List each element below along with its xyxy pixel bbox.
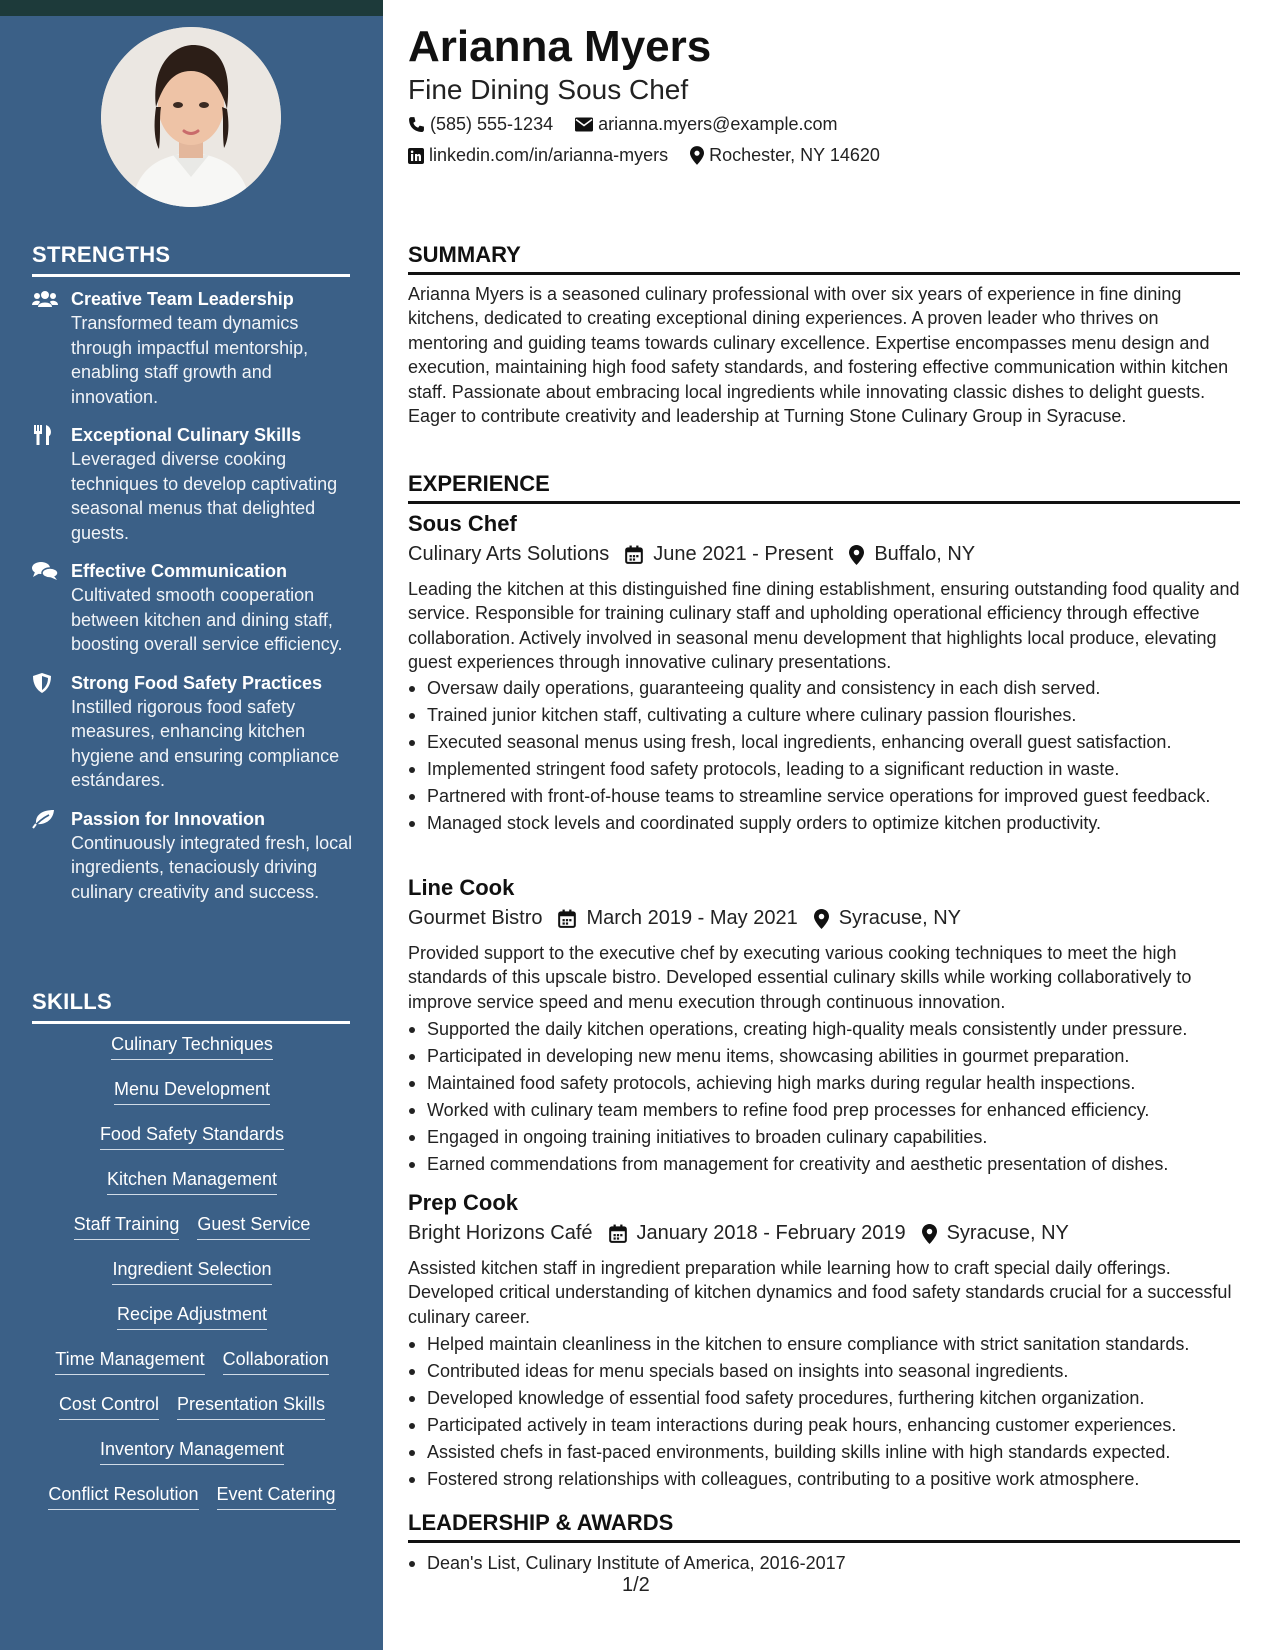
skills-list — [32, 1032, 352, 1527]
skill-tag: Guest Service — [197, 1212, 310, 1240]
list-item: Participated in developing new menu items, showcasing abilities in gourmet preparation. — [408, 1044, 1240, 1069]
skill-tag: Ingredient Selection — [112, 1257, 271, 1285]
location-text: Rochester, NY 14620 — [709, 145, 880, 165]
job-dates — [625, 543, 833, 566]
linkedin-text: linkedin.com/in/arianna-myers — [429, 145, 669, 165]
list-item: Contributed ideas for menu specials based on insights into seasonal ingredients. — [408, 1359, 1240, 1384]
job-dates-text: January 2018 - February 2019 — [636, 1222, 906, 1244]
job-description: Assisted kitchen staff in ingredient preparation while learning how to craft special daily offerings. Developed critical understanding of kitchen dynamics and food safety standards crucial for a successful culinary career. — [408, 1258, 1232, 1327]
job-company: Culinary Arts Solutions — [408, 543, 610, 565]
strength-title: Effective Communication — [71, 561, 288, 581]
job-company: Gourmet Bistro — [408, 907, 543, 929]
linkedin-icon — [408, 148, 424, 164]
team-icon — [32, 289, 58, 309]
contact-row — [408, 114, 859, 135]
comments-icon — [32, 561, 58, 581]
job-description: Provided support to the executive chef by executing various cooking techniques to meet the high standards of this upscale bistro. Developed essential culinary skills while working collaboratively to improve service speed and menu execution through continuous innovation. — [408, 943, 1192, 1012]
list-item: Trained junior kitchen staff, cultivating a culture where culinary passion flourishes. — [408, 703, 1240, 728]
map-pin-icon — [922, 1224, 937, 1244]
list-item: Executed seasonal menus using fresh, local ingredients, enhancing overall guest satisfaction. — [408, 730, 1240, 755]
skill-tag: Menu Development — [114, 1077, 270, 1105]
job-role: Prep Cook — [408, 1190, 519, 1215]
strength-item — [32, 671, 357, 793]
skill-tag: Time Management — [55, 1347, 204, 1375]
strength-title: Passion for Innovation — [71, 808, 266, 829]
list-item: Earned commendations from management for creativity and aesthetic presentation of dishes. — [408, 1152, 1240, 1177]
skill-tag: Recipe Adjustment — [117, 1302, 267, 1330]
list-item: Dean's List, Culinary Institute of America, 2016-2017 — [408, 1551, 1240, 1576]
skill-tag: Staff Training — [74, 1212, 180, 1240]
summary-text: Arianna Myers is a seasoned culinary professional with over six years of experience in fine dining kitchens, dedicated to creating exceptional dining experiences. A proven leader who thrives on mentoring and guiding teams towards culinary excellence. Expertise encompasses menu design and execution, maintaining high food safety standards, and fostering effective communication within kitchen staff. Passionate about embracing local ingredients while innovating classic dishes to delight guests. Eager to contribute creativity and leadership at Turning Stone Culinary Group in Syracuse. — [408, 284, 1229, 427]
job-role: Sous Chef — [408, 511, 517, 536]
job-company: Bright Horizons Café — [408, 1222, 593, 1244]
envelope-icon — [575, 117, 593, 132]
strength-title: Strong Food Safety Practices — [71, 672, 323, 693]
skill-tag: Presentation Skills — [177, 1392, 325, 1420]
shield-icon — [32, 673, 58, 693]
list-item: Worked with culinary team members to refine food prep processes for enhanced efficiency. — [408, 1098, 1240, 1123]
calendar-icon — [558, 909, 576, 928]
map-pin-icon — [849, 545, 864, 565]
sidebar-top-bar — [0, 0, 383, 16]
job-dates-text: June 2021 - Present — [653, 543, 834, 565]
phone-icon — [408, 116, 425, 133]
strength-title: Exceptional Culinary Skills — [71, 425, 302, 445]
strength-item — [32, 559, 357, 657]
list-item: Maintained food safety protocols, achieving high marks during regular health inspections. — [408, 1071, 1240, 1096]
job-location-text: Syracuse, NY — [946, 1222, 1069, 1244]
skill-tag: Culinary Techniques — [111, 1032, 273, 1060]
skill-tag: Conflict Resolution — [48, 1482, 198, 1510]
skills-heading: SKILLS — [32, 989, 350, 1024]
avatar-portrait — [101, 27, 281, 207]
utensils-icon — [32, 425, 58, 445]
job-meta — [408, 1222, 1085, 1245]
job-location-text: Syracuse, NY — [838, 907, 961, 929]
strength-item — [32, 287, 357, 409]
strength-description: Instilled rigorous food safety measures, enhancing kitchen hygiene and ensuring compliance estándares. — [71, 696, 340, 790]
skill-tag: Food Safety Standards — [100, 1122, 284, 1150]
job-bullets — [408, 676, 1240, 838]
job-description: Leading the kitchen at this distinguished fine dining establishment, ensuring outstanding food quality and service. Responsible for training culinary staff and upholding operational efficiency through effective collaboration. Actively involved in seasonal menu development that highlights local produce, elevating guest experiences through innovative culinary presentations. — [408, 579, 1240, 673]
job-location — [849, 543, 975, 566]
strengths-heading: STRENGTHS — [32, 242, 350, 277]
strengths-list — [32, 287, 357, 918]
list-item: Engaged in ongoing training initiatives to broaden culinary capabilities. — [408, 1125, 1240, 1150]
contact-email — [575, 114, 837, 135]
strength-item — [32, 423, 357, 545]
job-dates — [558, 907, 797, 930]
list-item: Partnered with front-of-house teams to streamline service operations for improved guest feedback. — [408, 784, 1240, 809]
strength-title: Creative Team Leadership — [71, 289, 294, 309]
job-dates — [609, 1222, 906, 1245]
phone-text: (585) 555-1234 — [430, 114, 554, 134]
skill-tag: Kitchen Management — [107, 1167, 277, 1195]
list-item: Managed stock levels and coordinated supply orders to optimize kitchen productivity. — [408, 811, 1240, 836]
strength-description: Transformed team dynamics through impactful mentorship, enabling staff growth and innovation. — [71, 313, 309, 407]
avatar — [101, 27, 281, 207]
list-item: Participated actively in team interactions during peak hours, enhancing customer experiences. — [408, 1413, 1240, 1438]
page-number: 1/2 — [622, 1574, 650, 1596]
skill-tag: Collaboration — [223, 1347, 329, 1375]
sidebar — [0, 0, 383, 1650]
job-meta — [408, 543, 991, 566]
contact-location — [690, 145, 880, 166]
job-location-text: Buffalo, NY — [874, 543, 976, 565]
job-bullets — [408, 1332, 1240, 1494]
list-item: Oversaw daily operations, guaranteeing quality and consistency in each dish served. — [408, 676, 1240, 701]
contact-row — [408, 145, 902, 166]
leadership-list — [408, 1551, 1240, 1578]
experience-heading: EXPERIENCE — [408, 471, 1240, 504]
list-item: Supported the daily kitchen operations, creating high-quality meals consistently under pressure. — [408, 1017, 1240, 1042]
list-item: Assisted chefs in fast-paced environments, building skills inline with high standards expected. — [408, 1440, 1240, 1465]
job-location — [814, 907, 961, 930]
job-location — [922, 1222, 1069, 1245]
strength-item — [32, 807, 357, 905]
contact-linkedin — [408, 145, 668, 166]
map-pin-icon — [814, 909, 829, 929]
summary-heading: SUMMARY — [408, 242, 1240, 275]
leadership-heading: LEADERSHIP & AWARDS — [408, 1510, 1240, 1543]
skill-tag: Cost Control — [59, 1392, 159, 1420]
job-role: Line Cook — [408, 875, 515, 900]
list-item: Implemented stringent food safety protocols, leading to a significant reduction in waste. — [408, 757, 1240, 782]
candidate-title: Fine Dining Sous Chef — [408, 74, 689, 105]
strength-description: Leveraged diverse cooking techniques to develop captivating seasonal menus that delighted guests. — [71, 449, 338, 543]
calendar-icon — [625, 545, 643, 564]
skill-tag: Event Catering — [217, 1482, 336, 1510]
contact-phone — [408, 114, 553, 135]
candidate-name: Arianna Myers — [408, 22, 712, 71]
leaf-icon — [32, 809, 58, 829]
strength-description: Cultivated smooth cooperation between kitchen and dining staff, boosting overall service efficiency. — [71, 585, 343, 654]
skill-tag: Inventory Management — [100, 1437, 284, 1465]
map-pin-icon — [690, 146, 704, 165]
email-text: arianna.myers@example.com — [598, 114, 838, 134]
strength-description: Continuously integrated fresh, local ingredients, tenaciously driving culinary creativity and success. — [71, 832, 353, 902]
list-item: Developed knowledge of essential food safety procedures, furthering kitchen organization. — [408, 1386, 1240, 1411]
list-item: Helped maintain cleanliness in the kitchen to ensure compliance with strict sanitation standards. — [408, 1332, 1240, 1357]
calendar-icon — [609, 1224, 627, 1243]
list-item: Fostered strong relationships with colleagues, contributing to a positive work atmosphere. — [408, 1467, 1240, 1492]
job-meta — [408, 907, 977, 930]
job-dates-text: March 2019 - May 2021 — [586, 907, 798, 929]
job-bullets — [408, 1017, 1240, 1179]
